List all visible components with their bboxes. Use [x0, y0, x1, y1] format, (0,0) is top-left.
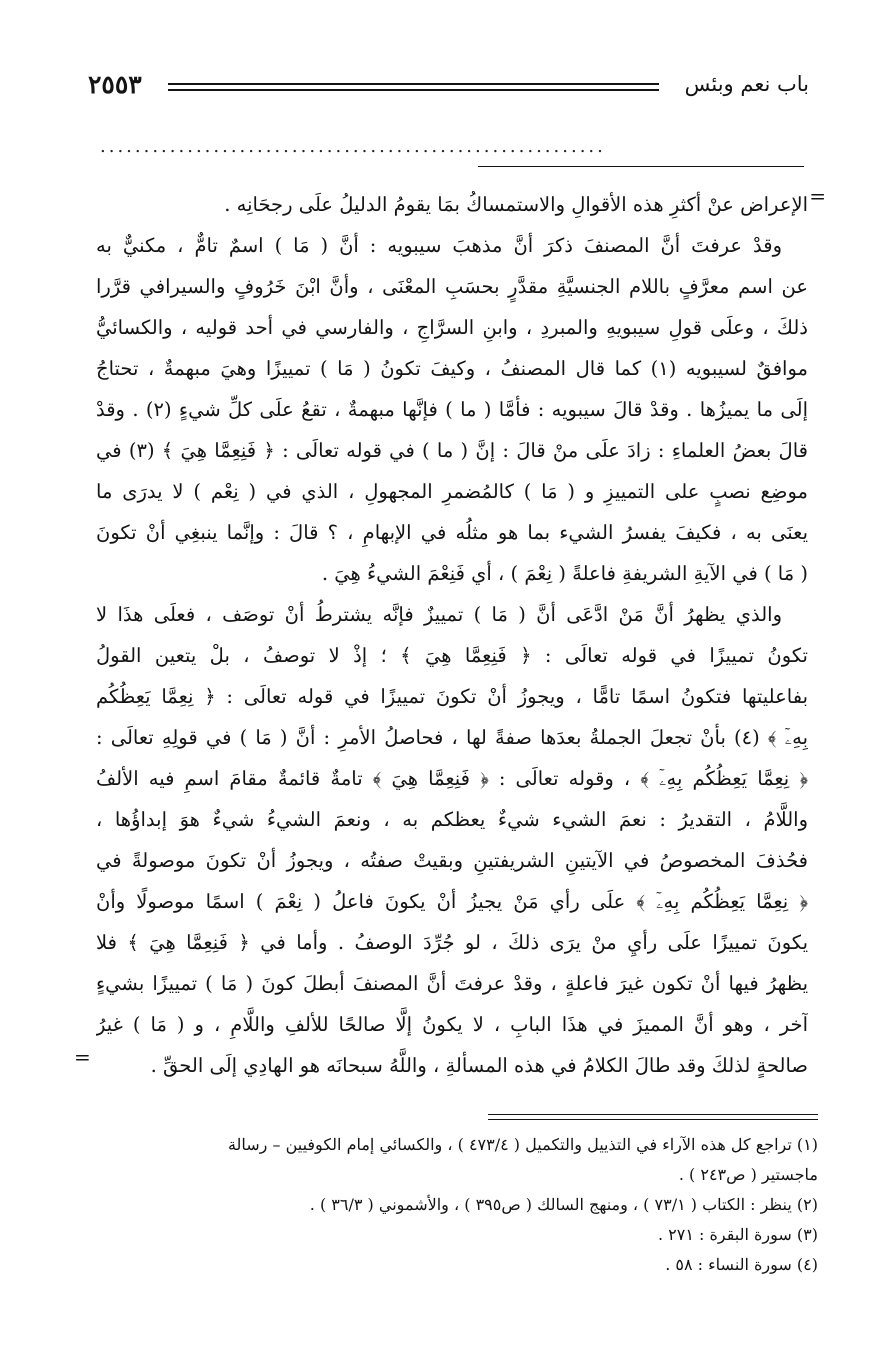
footnote-line: (٣) سورة البقرة : ٢٧١ .	[657, 1225, 818, 1244]
text-line: عن اسم معرَّفٍ باللام الجنسيَّةِ مقدَّرٍ بحسَبِ المعْنَى ، وأنَّ ابْنَ خَرُوفٍ والسيرافي قرَّرا	[96, 275, 808, 298]
running-header	[88, 70, 809, 110]
header-rule	[168, 83, 659, 85]
text-line: صالحةٍ لذلكَ وقد طالَ الكلامُ في هذه المسألةِ ، واللَّهُ سبحانَه هو الهادِي إلَى الحقِّ .	[150, 1054, 808, 1077]
text-line: تكونُ تمييزًا في قوله تعالَى : ﴿ فَنِعِمَّا هِيَ ﴾ ؛ إذْ لا توصفُ ، بلْ يتعين القولُ	[96, 644, 808, 667]
dotted-separator: ..........................................................	[100, 136, 606, 156]
text-line: فحُذفَ المخصوصُ في الآيتينِ الشريفتينِ وبقيتْ صفتُه ، ويجوزُ أنْ تكونَ موصولةً في	[96, 849, 808, 872]
page-number: ٢٥٥٣	[88, 70, 142, 99]
footnote-line: (١) تراجع كل هذه الآراء في التذييل والتكميل ( ٤٧٣/٤ ) ، والكسائي إمام الكوفيين – رسالة	[227, 1135, 818, 1154]
text-line: يعنَى به ، فكيفَ يفسرُ الشيء بما هو مثلُه في الإبهامِ ، ؟ قالَ : وإنَّما ينبغِي أنْ تكونَ	[96, 521, 808, 544]
footnote-line: (٤) سورة النساء : ٥٨ .	[665, 1255, 818, 1274]
text-line: بِهِۦٓ ﴾ (٤) بأنْ تجعلَ الجملةُ بعدَها صفةً لها ، فحاصلُ الأمرِ : أنَّ ( مَا ) في قولِهِ تعالَى :	[96, 726, 808, 749]
text-line: والذي يظهرُ أنَّ مَنْ ادَّعَى أنَّ ( مَا ) تمييزٌ فإنَّه يشترطُ أنْ توصَف ، فعلَى هذَا لا	[96, 603, 782, 626]
text-line: موافقٌ لسيبويه (١) كما قال المصنفُ ، وكيفَ تكونُ ( مَا ) تمييزًا وهيَ مبهمةٌ ، تحتاجُ	[96, 357, 808, 380]
body-text	[74, 184, 826, 1086]
footnote-line: (٢) ينظر : الكتاب ( ٧٣/١ ) ، ومنهج السالك ( ص٣٩٥ ) ، والأشموني ( ٣٦/٣ ) .	[309, 1195, 818, 1214]
text-line: بفاعليتها فتكونُ اسمًا تامًّا ، ويجوزُ أنْ تكونَ تمييزًا في قوله تعالَى : ﴿ نِعِمَّا يَعِظُكُم	[96, 685, 808, 708]
text-line: يكونَ تمييزًا علَى رأيِ منْ يرَى ذلكَ ، لو جُرِّدَ الوصفُ . وأما في ﴿ فَنِعِمَّا هِيَ ﴾ فلا	[96, 931, 808, 954]
text-line: واللَّامُ ، التقديرُ : نعمَ الشيء شيءٌ يعظكم به ، ونعمَ الشيءُ شيءٌ هوَ إبداؤُها ،	[96, 808, 808, 831]
chapter-title: باب نعم وبئس	[684, 72, 809, 96]
text-line: ﴿ نِعِمَّا يَعِظُكُم بِهِۦٓ ﴾ علَى رأي مَنْ يجيزُ أنْ يكونَ فاعلُ ( نِعْمَ ) اسمًا موصولًا وأنْ	[96, 890, 808, 913]
continuation-mark-start: =	[809, 184, 826, 208]
text-line: إلَى ما يميزُها . وقدْ قالَ سيبويه : فأمَّا ( ما ) فإنَّها مبهمةٌ ، تقعُ علَى كلِّ شيءٍ (٢) . وقدْ	[96, 398, 808, 421]
text-line: ﴿ نِعِمَّا يَعِظُكُم بِهِۦٓ ﴾ ، وقوله تعالَى : ﴿ فَنِعِمَّا هِيَ ﴾ تامةٌ قائمةٌ مقامَ اسمِ فيه الألفُ	[96, 767, 808, 790]
header-rule	[168, 89, 659, 91]
footnote-divider	[488, 1119, 818, 1120]
text-line: وقدْ عرفتَ أنَّ المصنفَ ذكرَ أنَّ مذهبَ سيبويه : أنَّ ( مَا ) اسمٌ تامٌّ ، مكنيٌّ به	[96, 234, 782, 257]
continuation-mark-end: =	[74, 1045, 91, 1069]
text-line: الإعراض عنْ أكثرِ هذه الأقوالِ والاستمساكُ بمَا يقومُ الدليلُ علَى رجحَانِه .	[224, 193, 808, 216]
text-line: قالَ بعضُ العلماءِ : زادَ علَى منْ قالَ : إنَّ ( ما ) في قوله تعالَى : ﴿ فَنِعِمَّا هِيَ ﴾ (٣) في	[96, 439, 808, 462]
footnotes	[106, 1130, 818, 1280]
text-line: يظهرُ فيها أنْ تكون غيرَ فاعلةٍ ، وقدْ عرفتَ أنَّ المصنفَ أبطلَ كونَ ( مَا ) تمييزًا بشيءٍ	[96, 972, 808, 995]
top-divider	[478, 166, 804, 167]
text-line: آخر ، وهو أنَّ المميزَ في هذَا البابِ ، لا يكونُ إلَّا صالحًا للألفِ واللَّامِ ، و ( مَا ) غيرُ	[96, 1013, 808, 1036]
text-line: موضِع نصبٍ على التمييزِ و ( مَا ) كالمُضمرِ المجهولِ ، الذي في ( نِعْم ) لا يدرَى ما	[96, 480, 808, 503]
footnote-line: ماجستير ( ص٢٤٣ ) .	[678, 1165, 818, 1184]
text-line: ( مَا ) في الآيةِ الشريفةِ فاعلةً ( نِعْمَ ) ، أي فَنِعْمَ الشيءُ هِيَ .	[321, 562, 808, 585]
footnote-divider	[488, 1114, 818, 1115]
text-line: ذلكَ ، وعلَى قولِ سيبويهِ والمبردِ ، وابنِ السرَّاجِ ، والفارسي في أحد قوليه ، والكسائيُّ	[96, 316, 808, 339]
